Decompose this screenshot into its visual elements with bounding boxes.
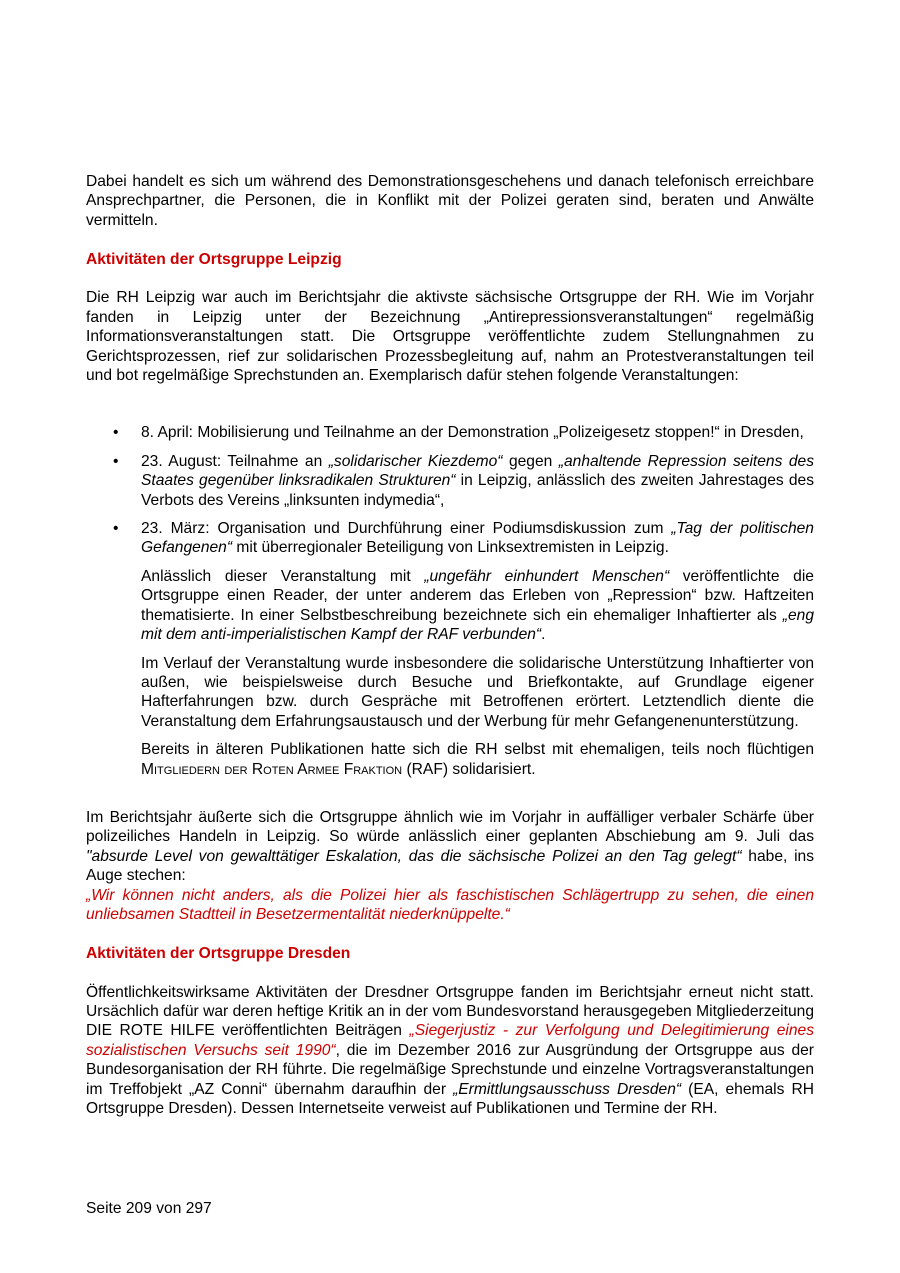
sub1-d: „eng mit dem anti-imperialistischen Kampf der RAF verbunden“	[141, 606, 814, 644]
sub3-a: Bereits in älteren Publikationen hatte sich die RH selbst mit ehemaligen, teils noch flüchtigen	[141, 741, 814, 759]
page-content	[86, 172, 814, 1118]
quote-text: „Wir können nicht anders, als die Polizei hier als faschistischen Schlägertrupp zu sehen, die einen unliebsamen Stadtteil in Besetzermentalität niederknüppelte.“	[86, 886, 814, 923]
sub-paragraph-reader	[86, 567, 814, 645]
dresden-d: „Ermittlungsausschuss Dresden“	[453, 1080, 682, 1098]
bullet-text-august-c: gegen	[502, 452, 559, 470]
bullet-text-august-d: „anhaltende Repression seitens des Staates gegenüber linksradikalen Strukturen“	[141, 452, 814, 490]
sub1-e: .	[541, 626, 546, 644]
heading-dresden: Aktivitäten der Ortsgruppe Dresden	[86, 944, 351, 962]
dresden-b: „Siegerjustiz - zur Verfolgung und Delegitimierung eines sozialistischen Versuchs seit 1990“	[86, 1022, 814, 1059]
sub-paragraph-course: Im Verlauf der Veranstaltung wurde insbesondere die solidarische Unterstützung Inhaftierter von außen, wie beispielsweise durch Besuche und Briefkontakte, auf Grundlage eigener Hafterfahrungen bzw. durch Gespräche mit Betroffenen erörtert. Letztendlich diente die Veranstaltung dem Erfahrungsaustausch und der Werbung für mehr Gefangenenunterstützung.	[141, 654, 814, 730]
dresden-c: , die im Dezember 2016 zur Ausgründung der Ortsgruppe aus der Bundesorganisation der RH führte. Die regelmäßige Sprechstunde und einzelne Vortragsveranstaltungen im Treffobjekt „AZ Conni“ übernahm daraufhin der	[86, 1041, 814, 1098]
leipzig-paragraph-2	[86, 808, 814, 886]
bullet-text-april: 8. April: Mobilisierung und Teilnahme an der Demonstration „Polizeigesetz stoppen!“ in Dresden,	[141, 424, 804, 442]
sub3-c: (RAF) solidarisiert.	[402, 760, 536, 778]
list-item	[86, 519, 814, 558]
bullet-text-march-c: mit überregionaler Beteiligung von Linksextremisten in Leipzig.	[232, 539, 669, 557]
bullet-text-march-b: „Tag der politischen Gefangenen“	[141, 520, 814, 557]
list-item	[86, 452, 814, 510]
para2-b: "absurde Level von gewalttätiger Eskalation, das die sächsische Polizei an den Tag gelegt“	[86, 847, 742, 865]
para2-a: Im Berichtsjahr äußerte sich die Ortsgruppe ähnlich wie im Vorjahr in auffälliger verbaler Schärfe über polizeiliches Handeln in Leipzig. So würde anlässlich einer geplanten Abschiebung am 9. Juli das	[86, 808, 814, 846]
bullet-text-august-a: 23. August: Teilnahme an	[141, 452, 329, 470]
para2-c: habe, ins Auge stechen:	[86, 847, 815, 885]
bullet-icon: •	[113, 520, 119, 538]
dresden-paragraph	[86, 983, 814, 1119]
sub-paragraph-raf	[86, 740, 814, 779]
list-item	[86, 423, 814, 442]
dresden-e: (EA, ehemals RH Ortsgruppe Dresden). Dessen Internetseite verweist auf Publikationen und Termine der RH.	[86, 1080, 814, 1117]
bullet-icon: •	[113, 452, 119, 470]
page-number: Seite 209 von 297	[86, 1200, 212, 1217]
sub1-b: „ungefähr einhundert Menschen“	[424, 567, 670, 585]
sub1-a: Anlässlich dieser Veranstaltung mit	[141, 567, 425, 585]
sub1-c: veröffentlichte die Ortsgruppe einen Reader, der unter anderem das Erleben von „Repression“ bzw. Haftzeiten thematisierte. In einer Selbstbeschreibung bezeichnete sich ein ehemaliger Inhaftierter als	[141, 567, 814, 624]
intro-paragraph: Dabei handelt es sich um während des Demonstrationsgeschehens und danach telefonisch erreichbare Ansprechpartner, die Personen, die in Konflikt mit der Polizei geraten sind, beraten und Anwälte vermitteln.	[86, 173, 814, 229]
dresden-a: Öffentlichkeitswirksame Aktivitäten der Dresdner Ortsgruppe fanden im Berichtsjahr erneut nicht statt. Ursächlich dafür war deren heftige Kritik an in der vom Bundesvorstand herausgegeben Mitgliederzeitung DIE ROTE HILFE veröffentlichten Beiträgen	[86, 983, 814, 1040]
event-list	[86, 423, 814, 557]
bullet-text-august-b: „solidarischer Kiezdemo“	[328, 452, 503, 470]
bullet-text-august-e: in Leipzig, anlässlich des zweiten Jahrestages des Verbots des Vereins „linksunten indymedia“,	[141, 472, 814, 509]
heading-leipzig: Aktivitäten der Ortsgruppe Leipzig	[86, 250, 342, 268]
bullet-icon: •	[113, 424, 119, 442]
sub3-b: Mitgliedern der Roten Armee Fraktion	[141, 760, 403, 778]
leipzig-paragraph: Die RH Leipzig war auch im Berichtsjahr die aktivste sächsische Ortsgruppe der RH. Wie im Vorjahr fanden in Leipzig unter der Bezeichnung „Antirepressionsveranstaltungen“ regelmäßig Informationsveranstaltungen statt. Die Ortsgruppe veröffentlichte zudem Stellungnahmen zu Gerichtsprozessen, rief zur solidarischen Prozessbegleitung auf, nahm an Protestveranstaltungen teil und bot regelmäßige Sprechstunden an. Exemplarisch dafür stehen folgende Veranstaltungen:	[86, 289, 814, 385]
bullet-text-march-a: 23. März: Organisation und Durchführung einer Podiumsdiskussion zum	[141, 520, 672, 538]
quote	[86, 886, 814, 925]
